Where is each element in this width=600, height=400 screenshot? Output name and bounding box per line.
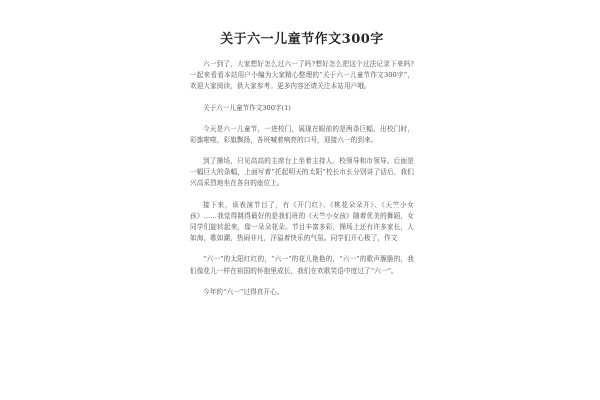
body-paragraph-5: 今年的“六一”过得真开心。 <box>203 287 284 296</box>
body-paragraph-3: 接下来，该表演节目了，有《开门红》、《桃花朵朵开》、《天竺小女孩》……我觉得跳得最好的是我们班的《天竺小女孩》随着优美的舞蹈，女同学们旋转起来，像一朵朵花朵。节目丰富多彩，操场上还有许多家长，人如海，歌如潮，热闹非凡，洋溢着快乐的气氛。同学们开心极了，作文 <box>190 200 414 243</box>
body-paragraph-2: 到了操场，只见高高的主席台上坐着主持人、校领导和市领导。后面是一幅巨大的条幅，上面写着“托起明天的太阳”校长市长分别讲了话后，我们兴高采烈地坐在各自的座位上。 <box>190 157 414 188</box>
document-page <box>190 28 414 388</box>
body-paragraph-1: 今天是六一儿童节，一进校门，展现在眼前的是两条巨幅，出校门时，彩旗啦啦，彩旗飘扬，各班喊着响亮的口号，迎接六一的到来。 <box>190 124 414 144</box>
body-paragraph-4: “六一”的太阳红红的，“六一”的花儿艳艳的，“六一”的歌声脆脆的，我们像花儿一样在祖国的怀抱里成长，我们在欢歌笑语中度过了“六一”。 <box>190 255 414 275</box>
section-subtitle: 关于六一儿童节作文300字(1) <box>203 103 291 112</box>
document-title: 关于六一儿童节作文300字 <box>220 32 384 47</box>
intro-paragraph: 六一到了，大家想好怎么过六一了吗?想好怎么把这个过法记录下来吗?一起来看看本站用户小编为大家精心整理的“关于六一儿童节作文300字”，欢迎大家阅读，供大家参考。更多内容还请关注本站用户哦。 <box>190 60 414 91</box>
